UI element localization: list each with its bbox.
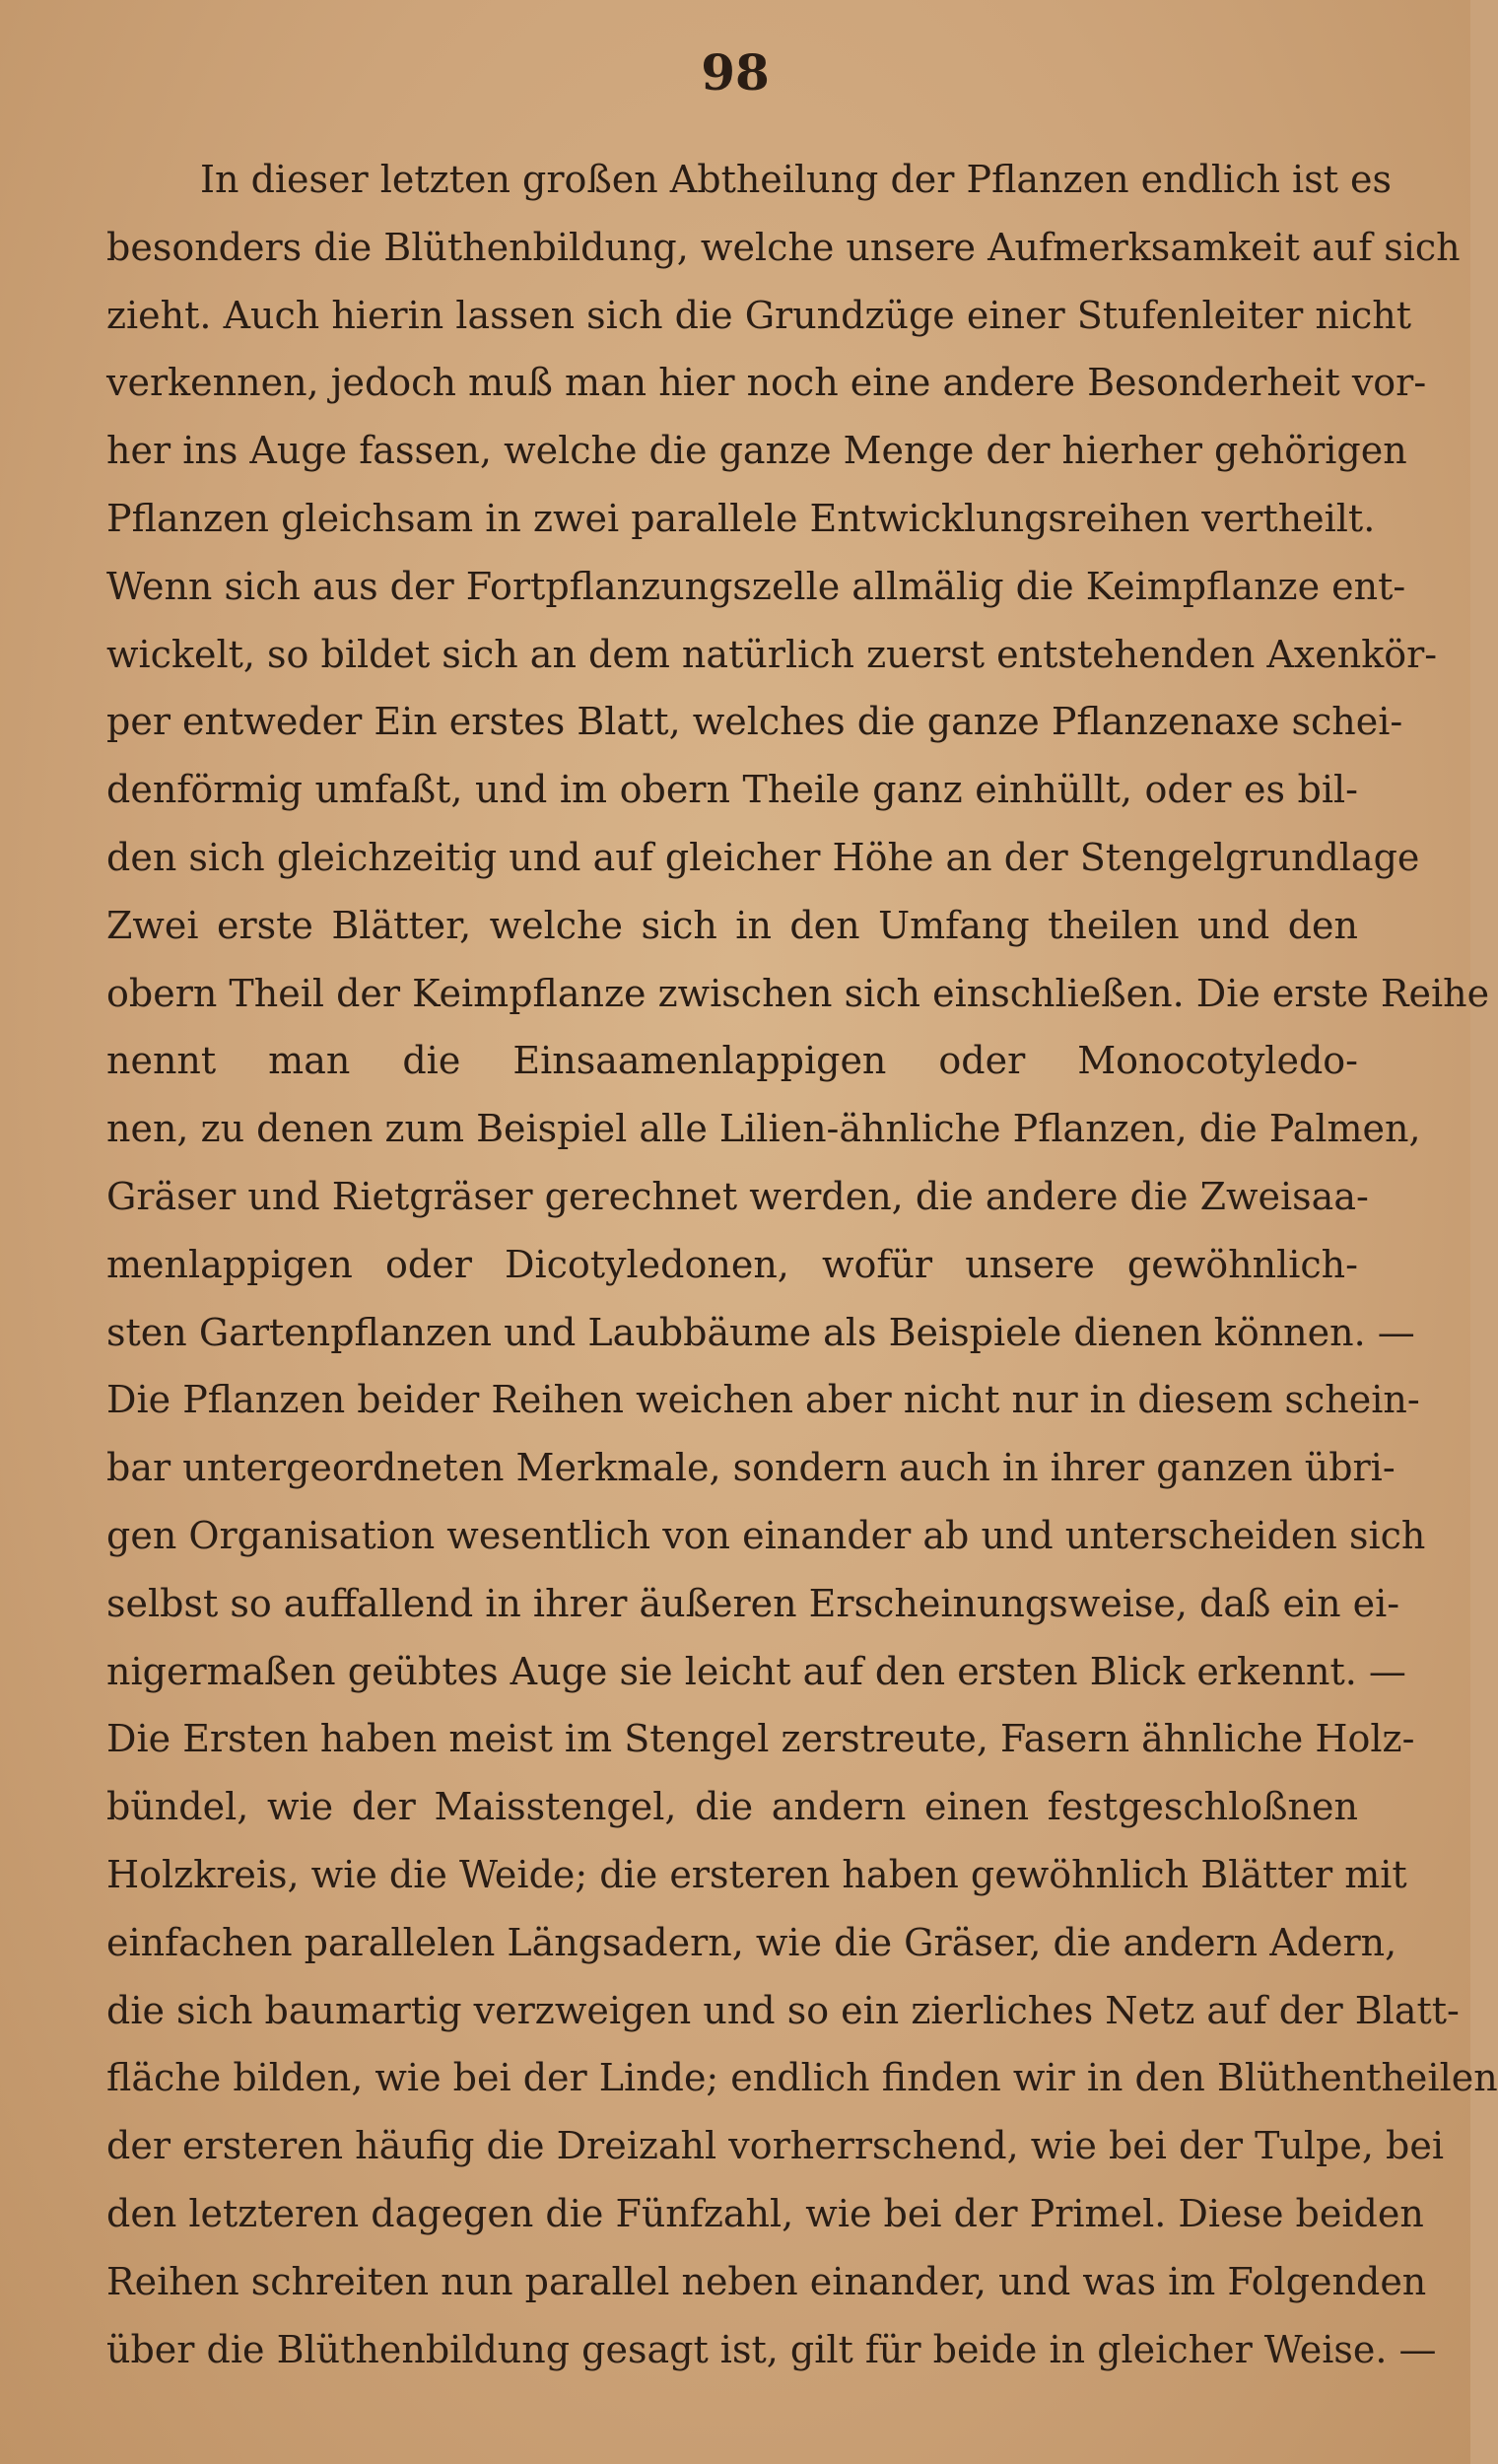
text-line: den letzteren dagegen die Fünfzahl, wie bei der Primel. Diese beiden	[106, 2191, 1424, 2235]
text-line: der ersteren häufig die Dreizahl vorherrschend, wie bei der Tulpe, bei	[106, 2124, 1444, 2168]
text-line: den sich gleichzeitig und auf gleicher Höhe an der Stengelgrundlage	[106, 835, 1420, 879]
text-line: gen Organisation wesentlich von einander ab und unterscheiden sich	[106, 1513, 1426, 1557]
text-line: Holzkreis, wie die Weide; die ersteren haben gewöhnlich Blätter mit	[106, 1852, 1407, 1896]
text-line: einfachen parallelen Längsadern, wie die Gräser, die andern Adern,	[106, 1920, 1397, 1964]
body-text	[106, 146, 1498, 2383]
text-line: zieht. Auch hierin lassen sich die Grundzüge einer Stufenleiter nicht	[106, 293, 1411, 337]
page-number: 98	[701, 43, 770, 102]
text-line: menlappigen oder Dicotyledonen, wofür unsere gewöhnlich-	[106, 1242, 1358, 1286]
text-line: nen, zu denen zum Beispiel alle Lilien-ähnliche Pflanzen, die Palmen,	[106, 1107, 1421, 1151]
text-line: sten Gartenpflanzen und Laubbäume als Beispiele dienen können. —	[106, 1310, 1415, 1354]
text-line: denförmig umfaßt, und im obern Theile ganz einhüllt, oder es bil-	[106, 768, 1358, 812]
text-line: besonders die Blüthenbildung, welche unsere Aufmerksamkeit auf sich	[106, 225, 1461, 269]
text-line: Zwei erste Blätter, welche sich in den Umfang theilen und den	[106, 903, 1358, 947]
text-line: über die Blüthenbildung gesagt ist, gilt für beide in gleicher Weise. —	[106, 2327, 1437, 2371]
text-line: bündel, wie der Maisstengel, die andern einen festgeschloßnen	[106, 1785, 1358, 1829]
text-line: verkennen, jedoch muß man hier noch eine andere Besonderheit vor-	[106, 361, 1427, 405]
text-line: her ins Auge fassen, welche die ganze Menge der hierher gehörigen	[106, 429, 1407, 473]
text-line: Die Pflanzen beider Reihen weichen aber nicht nur in diesem schein-	[106, 1378, 1420, 1422]
text-line: In dieser letzten großen Abtheilung der Pflanzen endlich ist es	[200, 158, 1393, 201]
text-line: nigermaßen geübtes Auge sie leicht auf den ersten Blick erkennt. —	[106, 1649, 1406, 1693]
text-line: fläche bilden, wie bei der Linde; endlich finden wir in den Blüthentheilen	[106, 2056, 1498, 2100]
text-line: die sich baumartig verzweigen und so ein zierliches Netz auf der Blatt-	[106, 1988, 1460, 2032]
text-line: Gräser und Rietgräser gerechnet werden, die andere die Zweisaa-	[106, 1174, 1369, 1218]
text-line: wickelt, so bildet sich an dem natürlich zuerst entstehenden Axenkör-	[106, 632, 1438, 676]
text-line: Reihen schreiten nun parallel neben einander, und was im Folgenden	[106, 2259, 1427, 2303]
text-line: selbst so auffallend in ihrer äußeren Erscheinungsweise, daß ein ei-	[106, 1581, 1400, 1625]
text-line: Wenn sich aus der Fortpflanzungszelle allmälig die Keimpflanze ent-	[106, 564, 1406, 608]
text-line: Die Ersten haben meist im Stengel zerstreute, Fasern ähnliche Holz-	[106, 1717, 1415, 1761]
text-line: obern Theil der Keimpflanze zwischen sich einschließen. Die erste Reihe	[106, 971, 1490, 1015]
text-line: nennt man die Einsaamenlappigen oder Monocotyledo-	[106, 1039, 1358, 1083]
text-line: Pflanzen gleichsam in zwei parallele Entwicklungsreihen vertheilt.	[106, 496, 1376, 540]
text-line: bar untergeordneten Merkmale, sondern auch in ihrer ganzen übri-	[106, 1446, 1396, 1490]
text-line: per entweder Ein erstes Blatt, welches die ganze Pflanzenaxe schei-	[106, 700, 1403, 744]
